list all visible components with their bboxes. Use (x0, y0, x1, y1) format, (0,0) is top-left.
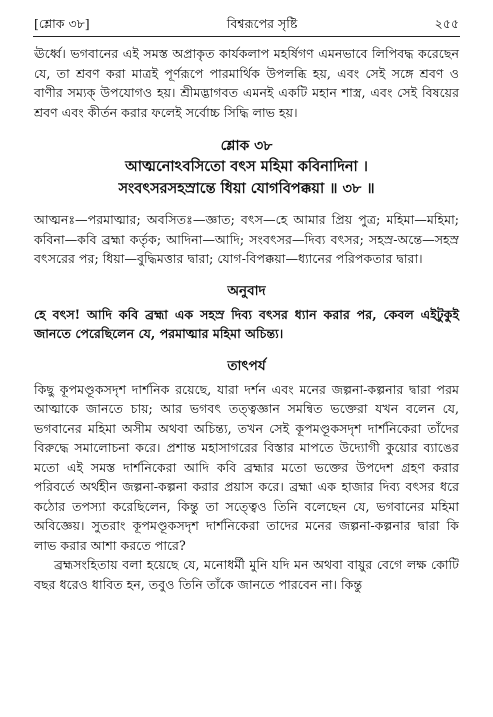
running-header (34, 16, 459, 36)
purport-paragraph-1: কিছু কূপমণ্ডূকসদৃশ দার্শনিক রয়েছে, যারা দর্শন এবং মনের জল্পনা-কল্পনার দ্বারা পরম আত্মাকে জানতে চায়; আর ভগবৎ তত্ত্বজ্ঞান সমন্বিত ভক্তেরা যখন বলেন যে, ভগবানের মহিমা অসীম অথবা অচিন্ত্য, তখন সেই কূপমণ্ডূকসদৃশ দার্শনিকেরা তাঁদের বিরুদ্ধে সমালোচনা করে। প্রশান্ত মহাসাগরের বিস্তার মাপতে উদ্যোগী কুয়োর ব্যাঙের মতো এই সমস্ত দার্শনিকেরা আদি কবি ব্রহ্মার মতো ভক্তের উপদেশ গ্রহণ করার পরিবর্তে অর্থহীন জল্পনা-কল্পনা করার প্রয়াস করে। ব্রহ্মা এক হাজার দিব্য বৎসর ধরে কঠোর তপস্যা করেছিলেন, কিন্তু তা সত্ত্বেও তিনি বলেছেন যে, ভগবানের মহিমা অবিজ্ঞেয়। সুতরাং কূপমণ্ডূকসদৃশ দার্শনিকেরা তাদের মনের জল্পনা-কল্পনার দ্বারা কি লাভ করার আশা করতে পারে? (34, 381, 459, 553)
verse-line-1: আত্মনোঽবসিতো বৎস মহিমা কবিনাদিনা । (125, 158, 368, 175)
header-chapter-title: বিশ্বরূপের সৃষ্টি (226, 16, 298, 31)
header-verse-ref: [শ্লোক ৩৮] (34, 16, 90, 31)
translation-text: হে বৎস! আদি কবি ব্রহ্মা এক সহস্র দিব্য বৎসর ধ্যান করার পর, কেবল এইটুকুই জানতে পেরেছিলেন যে, পরমাত্মার মহিমা অচিন্ত্য। (34, 306, 459, 341)
translation-title: অনুবাদ (227, 282, 266, 299)
verse-heading: শ্লোক ৩৮ (220, 138, 273, 154)
purport-paragraph-2: ব্রহ্মসংহিতায় বলা হয়েছে যে, মনোধর্মী মুনি যদি মন অথবা বায়ুর বেগে লক্ষ কোটি বছর ধরেও ধাবিত হন, তবুও তিনি তাঁকে জানতে পারবেন না। কিন্তু (34, 557, 459, 592)
synonyms-block (34, 210, 459, 269)
translation-block (34, 305, 459, 344)
header-divider (33, 36, 460, 37)
page-content (34, 44, 459, 594)
intro-paragraph: ঊর্ধ্বে। ভগবানের এই সমস্ত অপ্রাকৃত কার্যকলাপ মহর্ষিগণ এমনভাবে লিপিবদ্ধ করেছেন যে, তা শ্রবণ করা মাত্রই পূর্ণরূপে পারমার্থিক উপলব্ধি হয়, এবং সেই সঙ্গে শ্রবণ ও বাণীর সম্যক্‌ উপযোগও হয়। শ্রীমদ্ভাগবত এমনই একটি মহান শাস্ত্র, এবং সেই বিষয়ের শ্রবণ এবং কীর্তন করার ফলেই সর্বোচ্চ সিদ্ধি লাভ হয়। (34, 46, 459, 120)
synonyms-text: আত্মনঃ—পরমাত্মার; অবসিতঃ—জ্ঞাত; বৎস—হে আমার প্রিয় পুত্র; মহিমা—মহিমা; কবিনা—কবি ব্রহ্মা কর্তৃক; আদিনা—আদি; সংবৎসর—দিব্য বৎসর; সহস্র-অন্তে—সহস্র বৎসরের পর; ধিয়া—বুদ্ধিমত্তার দ্বারা; যোগ-বিপক্কয়া—ধ্যানের পরিপকতার দ্বারা। (34, 212, 459, 266)
verse-line-2: সংবৎসরসহস্রান্তে ধিয়া যোগবিপক্কয়া ॥ ৩৮ ॥ (118, 180, 375, 197)
page-number: ২৫৫ (434, 16, 459, 31)
purport-title: তাৎপর্য (227, 357, 266, 374)
